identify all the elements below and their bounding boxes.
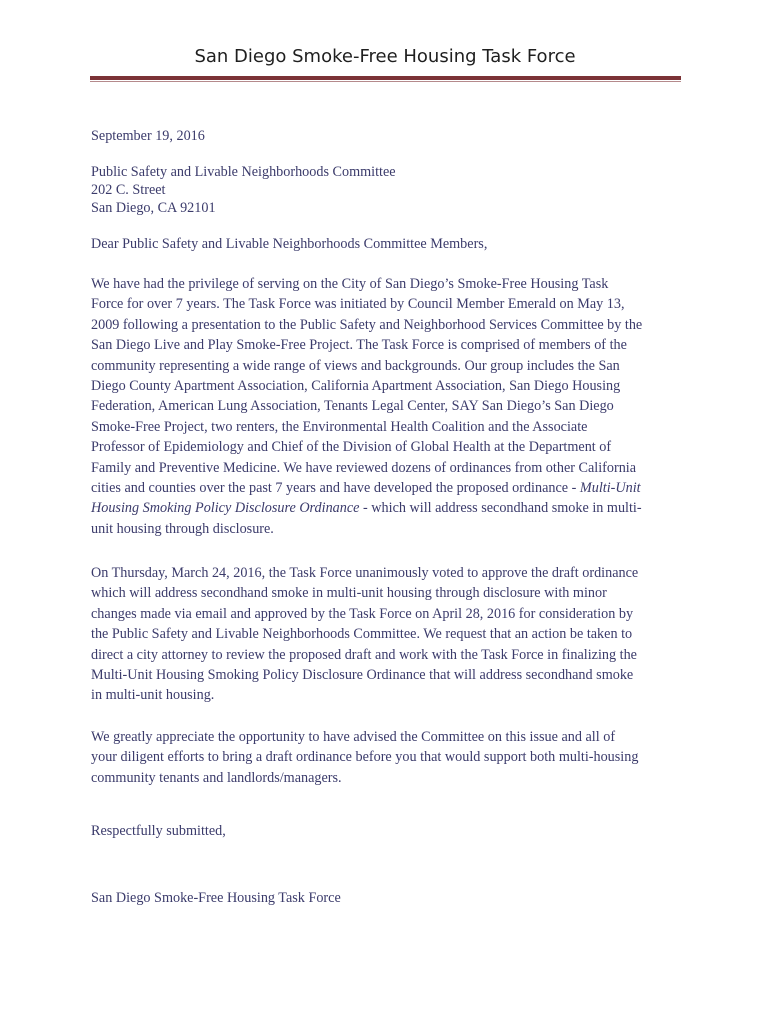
paragraph-line	[91, 478, 691, 498]
paragraph-1	[91, 274, 691, 539]
paragraph-line: Diego County Apartment Association, California Apartment Association, San Diego Housing	[91, 378, 621, 395]
paragraph-line: in multi-unit housing.	[91, 687, 215, 704]
paragraph-line: 2009 following a presentation to the Public Safety and Neighborhood Services Committee by the	[91, 316, 643, 333]
paragraph-line	[91, 498, 691, 518]
closing: Respectfully submitted,	[91, 823, 226, 839]
ordinance-title-italic: Multi-Unit	[579, 480, 641, 497]
letter-date: September 19, 2016	[91, 128, 205, 144]
paragraph-line: We have had the privilege of serving on the City of San Diego’s Smoke-Free Housing Task	[91, 276, 609, 292]
paragraph-line: community tenants and landlords/managers.	[91, 769, 342, 786]
paragraph-line: your diligent efforts to bring a draft ordinance before you that would support both multi-housing	[91, 749, 639, 766]
paragraph-line: Smoke-Free Project, two renters, the Environmental Health Coalition and the Associate	[91, 418, 588, 435]
salutation: Dear Public Safety and Livable Neighborhoods Committee Members,	[91, 236, 488, 252]
paragraph-3	[91, 727, 691, 788]
paragraph-text: cities and counties over the past 7 years and have developed the proposed ordinance -	[91, 480, 580, 497]
address-line: 202 C. Street	[91, 182, 166, 198]
signature: San Diego Smoke-Free Housing Task Force	[91, 890, 341, 906]
paragraph-line: We greatly appreciate the opportunity to have advised the Committee on this issue and all of	[91, 729, 616, 745]
ordinance-title-italic: Housing Smoking Policy Disclosure Ordinance	[91, 500, 360, 517]
address-line: Public Safety and Livable Neighborhoods Committee	[91, 164, 396, 180]
paragraph-line: community representing a wide range of views and backgrounds. Our group includes the San	[91, 357, 620, 374]
recipient-address	[91, 163, 691, 217]
paragraph-text: - which will address secondhand smoke in multi-	[359, 500, 642, 517]
letterhead-rule-thin	[90, 81, 681, 82]
paragraph-line: On Thursday, March 24, 2016, the Task Force unanimously voted to approve the draft ordinance	[91, 565, 639, 581]
paragraph-line: changes made via email and approved by the Task Force on April 28, 2016 for consideration by	[91, 605, 634, 622]
paragraph-line: Multi-Unit Housing Smoking Policy Disclosure Ordinance that will address secondhand smoke	[91, 667, 634, 684]
paragraph-2	[91, 563, 691, 706]
paragraph-line: Family and Preventive Medicine. We have reviewed dozens of ordinances from other California	[91, 459, 637, 476]
paragraph-line: which will address secondhand smoke in multi-unit housing through disclosure with minor	[91, 585, 607, 602]
paragraph-line: the Public Safety and Livable Neighborhoods Committee. We request that an action be taken to	[91, 626, 633, 643]
paragraph-line: Federation, American Lung Association, Tenants Legal Center, SAY San Diego’s San Diego	[91, 398, 614, 415]
paragraph-line: direct a city attorney to review the proposed draft and work with the Task Force in finalizing the	[91, 646, 637, 663]
address-line: San Diego, CA 92101	[91, 200, 216, 216]
letterhead-rule	[90, 76, 681, 80]
paragraph-line: unit housing through disclosure.	[91, 520, 274, 537]
paragraph-line: Force for over 7 years. The Task Force was initiated by Council Member Emerald on May 13,	[91, 296, 625, 313]
paragraph-line: San Diego Live and Play Smoke-Free Project. The Task Force is comprised of members of the	[91, 337, 627, 354]
letterhead-title: San Diego Smoke-Free Housing Task Force	[194, 46, 576, 67]
paragraph-line: Professor of Epidemiology and Chief of the Division of Global Health at the Department of	[91, 439, 612, 456]
